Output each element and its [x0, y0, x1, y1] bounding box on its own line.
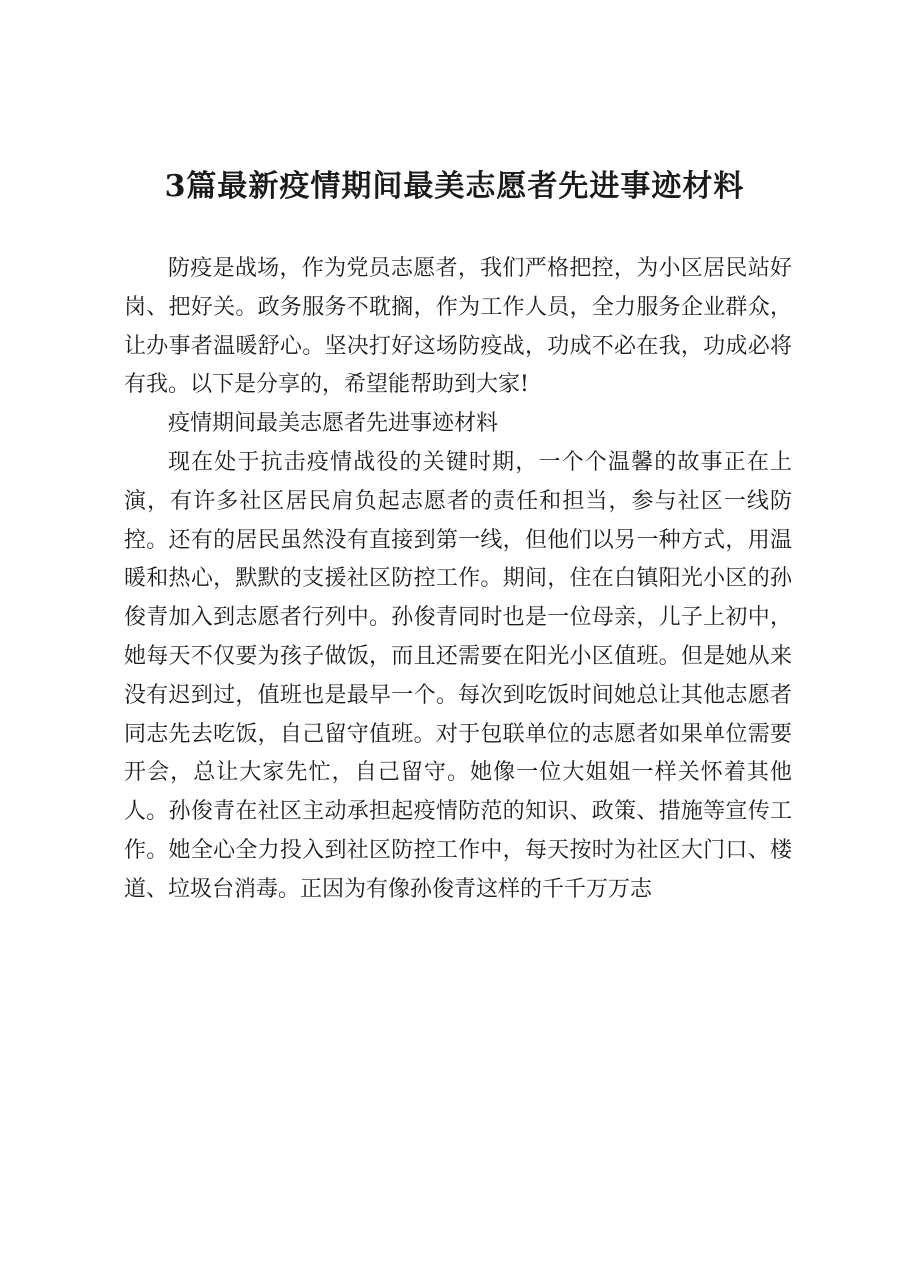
- section-heading: 疫情期间最美志愿者先进事迹材料: [168, 411, 499, 437]
- intro-paragraph: 防疫是战场，作为党员志愿者，我们严格把控，为小区居民站好岗、把好关。政务服务不耽搁，作为工作人员，全力服务企业群众，让办事者温暖舒心。坚决打好这场防疫战，功成不必在我，功成必将有我。以下是分享的，希望能帮助到大家!: [124, 256, 792, 398]
- document-body: [124, 250, 792, 910]
- section-paragraph: 现在处于抗击疫情战役的关键时期，一个个温馨的故事正在上演，有许多社区居民肩负起志愿者的责任和担当，参与社区一线防控。还有的居民虽然没有直接到第一线，但他们以另一种方式，用温暖和热心，默默的支援社区防控工作。期间，住在白镇阳光小区的孙俊青加入到志愿者行列中。孙俊青同时也是一位母亲，儿子上初中，她每天不仅要为孩子做饭，而且还需要在阳光小区值班。但是她从来没有迟到过，值班也是最早一个。每次到吃饭时间她总让其他志愿者同志先去吃饭，自己留守值班。对于包联单位的志愿者如果单位需要开会，总让大家先忙，自己留守。她像一位大姐姐一样关怀着其他人。孙俊青在社区主动承担起疫情防范的知识、政策、措施等宣传工作。她全心全力投入到社区防控工作中，每天按时为社区大门口、楼道、垃圾台消毒。正因为有像孙俊青这样的千千万万志: [124, 449, 792, 902]
- document-title: 3篇最新疫情期间最美志愿者先进事迹材料: [164, 169, 745, 204]
